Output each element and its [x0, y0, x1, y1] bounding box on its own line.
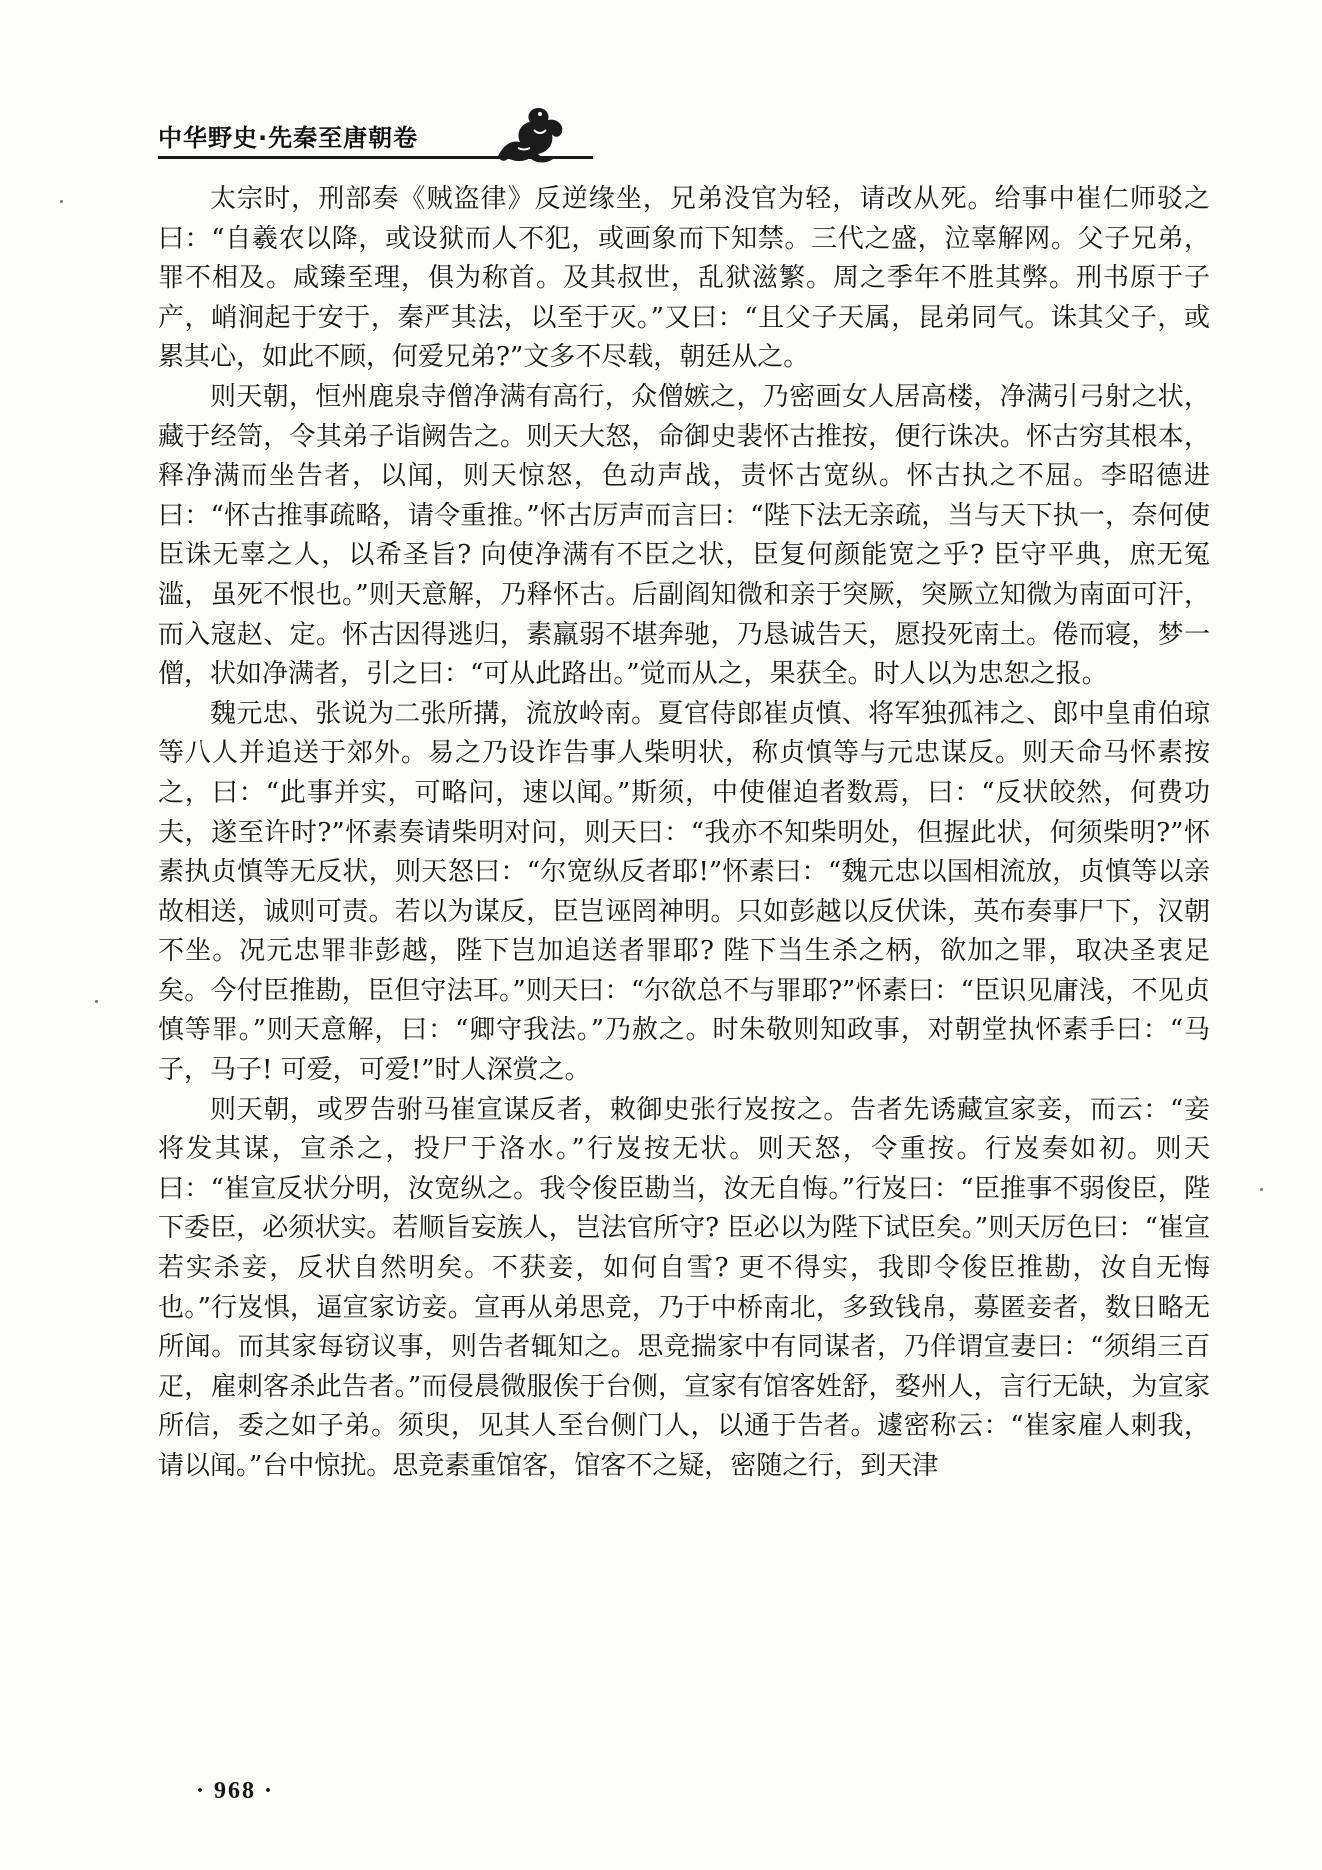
scan-speck	[60, 200, 63, 203]
body-text	[158, 180, 1210, 1487]
scan-speck	[95, 1000, 98, 1003]
paragraph: 则天朝，或罗告驸马崔宣谋反者，敕御史张行岌按之。告者先诱藏宣家妾，而云：“妾将发其谋，宣杀之，投尸于洛水。”行岌按无状。则天怒，令重按。行岌奏如初。则天曰：“崔宣反状分明，汝宽纵之。我令俊臣勘当，汝无自悔。”行岌曰：“臣推事不弱俊臣，陛下委臣，必须状实。若顺旨妄族人，岂法官所守? 臣必以为陛下试臣矣。”则天厉色曰：“崔宣若实杀妾，反状自然明矣。不获妾，如何自雪? 更不得实，我即令俊臣推勘，汝自无悔也。”行岌惧，逼宣家访妾。宣再从弟思竞，乃于中桥南北，多致钱帛，募匿妾者，数日略无所闻。而其家每窃议事，则告者辄知之。思竞揣家中有同谋者，乃佯谓宣妻曰：“须绢三百疋，雇刺客杀此告者。”而侵晨微服俟于台侧，宣家有馆客姓舒，婺州人，言行无缺，为宣家所信，委之如子弟。须臾，见其人至台侧门人，以通于告者。遽密称云：“崔家雇人刺我，请以闻。”台中惊扰。思竞素重馆客，馆客不之疑，密随之行，到天津	[158, 1094, 1210, 1481]
dragon-emblem-icon	[490, 100, 570, 168]
header-title: 中华野史·先秦至唐朝卷	[158, 124, 419, 152]
scan-speck	[1260, 1188, 1263, 1191]
page-number: · 968 ·	[196, 1778, 275, 1804]
paragraph: 太宗时，刑部奏《贼盗律》反逆缘坐，兄弟没官为轻，请改从死。给事中崔仁师驳之曰：“自羲农以降，或设狱而人不犯，或画象而下知禁。三代之盛，泣辜解网。父子兄弟，罪不相及。咸臻至理，俱为称首。及其叔世，乱狱滋繁。周之季年不胜其弊。刑书原于子产，峭涧起于安于，秦严其法，以至于灭。”又曰：“且父子天属，昆弟同气。诛其父子，或累其心，如此不顾，何爱兄弟?”文多不尽载，朝廷从之。	[158, 184, 1210, 373]
paragraph: 魏元忠、张说为二张所搆，流放岭南。夏官侍郎崔贞慎、将军独孤祎之、郎中皇甫伯琼等八人并追送于郊外。易之乃设诈告事人柴明状，称贞慎等与元忠谋反。则天命马怀素按之，曰：“此事并实，可略问，速以闻。”斯须，中使催迫者数焉，曰：“反状皎然，何费功夫，遂至许时?”怀素奏请柴明对问，则天曰：“我亦不知柴明处，但握此状，何须柴明?”怀素执贞慎等无反状，则天怒曰：“尔宽纵反者耶!”怀素曰：“魏元忠以国相流放，贞慎等以亲故相送，诚则可责。若以为谋反，臣岂诬罔神明。只如彭越以反伏诛，英布奏事尸下，汉朝不坐。况元忠罪非彭越，陛下岂加追送者罪耶? 陛下当生杀之柄，欲加之罪，取决圣衷足矣。今付臣推勘，臣但守法耳。”则天曰：“尔欲总不与罪耶?”怀素曰：“臣识见庸浅，不见贞慎等罪。”则天意解，曰：“卿守我法。”乃赦之。时朱敬则知政事，对朝堂执怀素手曰：“马子，马子! 可爱，可爱!”时人深赏之。	[158, 698, 1210, 1086]
paragraph: 则天朝，恒州鹿泉寺僧净满有高行，众僧嫉之，乃密画女人居高楼，净满引弓射之状，藏于经笥，令其弟子诣阙告之。则天大怒，命御史裴怀古推按，便行诛决。怀古穷其根本，释净满而坐告者，以闻，则天惊怒，色动声战，责怀古宽纵。怀古执之不屈。李昭德进曰：“怀古推事疏略，请令重推。”怀古厉声而言曰：“陛下法无亲疏，当与天下执一，奈何使臣诛无辜之人，以希圣旨? 向使净满有不臣之状，臣复何颜能宽之乎? 臣守平典，庶无冤滥，虽死不恨也。”则天意解，乃释怀古。后副阎知微和亲于突厥，突厥立知微为南面可汗，而入寇赵、定。怀古因得逃归，素羸弱不堪奔驰，乃恳诚告天，愿投死南土。倦而寝，梦一僧，状如净满者，引之曰：“可从此路出。”觉而从之，果获全。时人以为忠恕之报。	[158, 381, 1210, 690]
